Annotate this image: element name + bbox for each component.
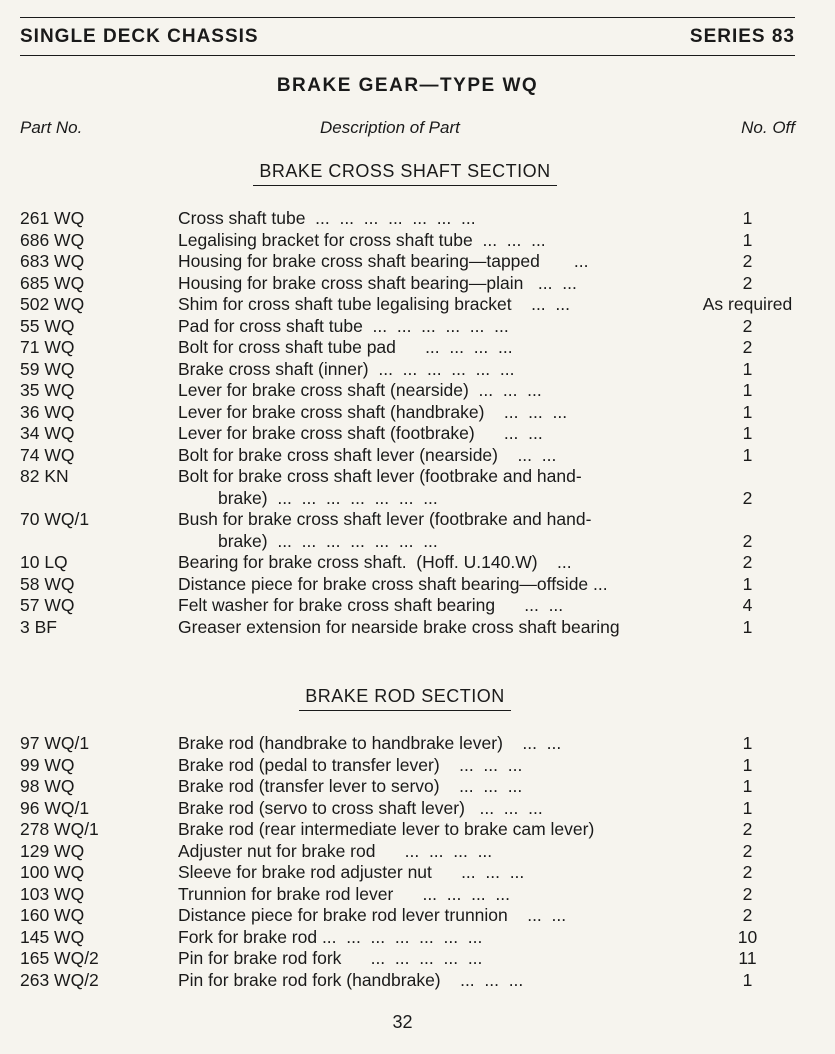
table-row bbox=[0, 733, 835, 755]
table-row bbox=[0, 359, 835, 381]
part-description: Greaser extension for nearside brake cross shaft bearing bbox=[178, 616, 620, 637]
table-row bbox=[0, 841, 835, 863]
part-description: Adjuster nut for brake rod ... ... ... ... bbox=[178, 840, 493, 861]
quantity: As required bbox=[702, 294, 793, 314]
part-description: Pin for brake rod fork ... ... ... ... ... bbox=[178, 948, 483, 968]
running-header-left: SINGLE DECK CHASSIS bbox=[20, 26, 259, 47]
table-row bbox=[0, 337, 835, 359]
part-description: Bearing for brake cross shaft. (Hoff. U.140.W) ... bbox=[178, 552, 572, 572]
part-description: Brake rod (transfer lever to servo) ... ... ... bbox=[178, 776, 523, 796]
part-description: Bush for brake cross shaft lever (footbrake and hand- bbox=[178, 509, 592, 529]
table-row bbox=[0, 617, 835, 639]
quantity: 1 bbox=[742, 358, 753, 379]
part-description: Trunnion for brake rod lever ... ... ... ... bbox=[178, 883, 510, 904]
table-row bbox=[0, 509, 835, 552]
parts-list-brake-rod bbox=[0, 733, 835, 991]
table-row bbox=[0, 884, 835, 906]
table-row bbox=[0, 948, 835, 970]
table-row bbox=[0, 380, 835, 402]
part-description: Brake rod (handbrake to handbrake lever) ... ... bbox=[178, 733, 562, 753]
parts-list-cross-shaft bbox=[0, 208, 835, 638]
quantity: 1 bbox=[742, 754, 753, 775]
quantity: 1 bbox=[742, 573, 753, 594]
part-number: 3 BF bbox=[20, 616, 57, 637]
part-number: 261 WQ bbox=[20, 208, 85, 228]
column-header-description: Description of Part bbox=[320, 118, 460, 137]
table-row bbox=[0, 970, 835, 992]
quantity: 10 bbox=[737, 926, 758, 947]
quantity: 2 bbox=[742, 862, 753, 882]
quantity: 2 bbox=[742, 272, 753, 293]
part-description: Bolt for brake cross shaft lever (footbrake and hand- bbox=[178, 466, 582, 486]
column-header-part-no: Part No. bbox=[20, 118, 83, 137]
quantity: 1 bbox=[742, 401, 753, 422]
part-number: 34 WQ bbox=[20, 423, 75, 443]
part-description: Shim for cross shaft tube legalising bracket ... ... bbox=[178, 294, 570, 314]
part-description: Cross shaft tube ... ... ... ... ... ... ... bbox=[178, 208, 476, 228]
table-row bbox=[0, 776, 835, 798]
section-title-brake-rod bbox=[0, 686, 810, 707]
part-description: Lever for brake cross shaft (footbrake) ... ... bbox=[178, 423, 543, 443]
part-number: 59 WQ bbox=[20, 358, 75, 379]
part-description-continued: brake) ... ... ... ... ... ... ... bbox=[218, 487, 438, 508]
part-description: Bolt for cross shaft tube pad ... ... ... ... bbox=[178, 337, 513, 357]
table-row bbox=[0, 574, 835, 596]
quantity: 11 bbox=[738, 948, 757, 968]
part-description: Lever for brake cross shaft (handbrake) ... ... ... bbox=[178, 401, 568, 422]
table-row bbox=[0, 819, 835, 841]
table-row bbox=[0, 595, 835, 617]
part-number: 502 WQ bbox=[20, 294, 85, 314]
part-number: 145 WQ bbox=[20, 926, 85, 947]
quantity: 1 bbox=[742, 616, 753, 637]
part-description: Pad for cross shaft tube ... ... ... ... ... ... bbox=[178, 315, 509, 336]
quantity: 1 bbox=[742, 444, 753, 465]
quantity: 4 bbox=[742, 595, 753, 615]
part-number: 165 WQ/2 bbox=[20, 948, 99, 968]
quantity: 1 bbox=[742, 380, 753, 400]
table-row bbox=[0, 294, 835, 316]
table-row bbox=[0, 208, 835, 230]
table-row bbox=[0, 402, 835, 424]
part-number: 71 WQ bbox=[20, 337, 75, 357]
table-row bbox=[0, 251, 835, 273]
part-description: Felt washer for brake cross shaft bearing ... ... bbox=[178, 595, 564, 615]
quantity: 1 bbox=[742, 208, 753, 228]
part-description: Distance piece for brake cross shaft bearing—offside ... bbox=[178, 573, 608, 594]
quantity: 1 bbox=[742, 229, 753, 250]
part-number: 70 WQ/1 bbox=[20, 509, 90, 529]
table-row bbox=[0, 927, 835, 949]
quantity: 1 bbox=[742, 797, 753, 818]
header-rule bbox=[20, 55, 795, 56]
table-row bbox=[0, 445, 835, 467]
part-number: 100 WQ bbox=[20, 862, 85, 882]
part-number: 278 WQ/1 bbox=[20, 819, 99, 839]
table-row bbox=[0, 230, 835, 252]
part-number: 683 WQ bbox=[20, 251, 85, 271]
part-number: 686 WQ bbox=[20, 229, 85, 250]
part-description: Brake rod (servo to cross shaft lever) ... ... ... bbox=[178, 797, 543, 818]
part-number: 99 WQ bbox=[20, 754, 75, 775]
running-header-right: SERIES 83 bbox=[689, 26, 795, 47]
part-description: Fork for brake rod ... ... ... ... ... ... ... bbox=[178, 926, 483, 947]
section-title-cross-shaft bbox=[0, 161, 810, 182]
quantity: 2 bbox=[742, 315, 753, 336]
quantity: 2 bbox=[742, 883, 753, 904]
table-row bbox=[0, 316, 835, 338]
part-number: 35 WQ bbox=[20, 380, 75, 400]
part-number: 263 WQ/2 bbox=[20, 969, 99, 990]
table-row bbox=[0, 862, 835, 884]
part-number: 97 WQ/1 bbox=[20, 733, 90, 753]
quantity: 2 bbox=[742, 819, 753, 839]
part-number: 96 WQ/1 bbox=[20, 797, 90, 818]
part-number: 36 WQ bbox=[20, 401, 75, 422]
table-row bbox=[0, 755, 835, 777]
part-description: Brake rod (pedal to transfer lever) ... ... ... bbox=[178, 754, 523, 775]
quantity: 1 bbox=[742, 776, 753, 796]
table-row bbox=[0, 552, 835, 574]
part-description: Lever for brake cross shaft (nearside) ... ... ... bbox=[178, 380, 542, 400]
table-row bbox=[0, 905, 835, 927]
part-number: 103 WQ bbox=[20, 883, 85, 904]
quantity: 2 bbox=[742, 251, 753, 271]
quantity: 1 bbox=[742, 969, 753, 990]
table-row bbox=[0, 423, 835, 445]
quantity: 1 bbox=[742, 733, 753, 753]
quantity: 2 bbox=[742, 487, 753, 508]
page-number: 32 bbox=[392, 1012, 413, 1032]
quantity: 2 bbox=[742, 840, 753, 861]
part-description: Sleeve for brake rod adjuster nut ... ... ... bbox=[178, 862, 525, 882]
page-title: BRAKE GEAR—TYPE WQ bbox=[276, 75, 539, 96]
part-description: Brake rod (rear intermediate lever to brake cam lever) bbox=[178, 819, 595, 839]
part-number: 74 WQ bbox=[20, 444, 75, 465]
table-row bbox=[0, 273, 835, 295]
part-description: Distance piece for brake rod lever trunnion ... ... bbox=[178, 905, 567, 925]
part-number: 57 WQ bbox=[20, 595, 75, 615]
part-number: 685 WQ bbox=[20, 272, 85, 293]
section-title-text: BRAKE CROSS SHAFT SECTION bbox=[253, 161, 556, 186]
part-number: 160 WQ bbox=[20, 905, 85, 925]
section-title-text: BRAKE ROD SECTION bbox=[299, 686, 511, 711]
table-row bbox=[0, 798, 835, 820]
quantity: 2 bbox=[742, 337, 753, 357]
quantity: 1 bbox=[742, 423, 753, 443]
quantity: 2 bbox=[742, 530, 753, 551]
part-number: 82 KN bbox=[20, 466, 69, 486]
part-number: 58 WQ bbox=[20, 573, 75, 594]
part-description: Housing for brake cross shaft bearing—plain ... ... bbox=[178, 272, 577, 293]
top-rule bbox=[20, 17, 795, 18]
part-number: 98 WQ bbox=[20, 776, 75, 796]
part-description: Legalising bracket for cross shaft tube ... ... ... bbox=[178, 229, 546, 250]
part-description-continued: brake) ... ... ... ... ... ... ... bbox=[218, 530, 438, 551]
part-description: Pin for brake rod fork (handbrake) ... ... ... bbox=[178, 969, 524, 990]
part-number: 10 LQ bbox=[20, 552, 68, 572]
part-number: 129 WQ bbox=[20, 840, 85, 861]
part-description: Brake cross shaft (inner) ... ... ... ... ... ... bbox=[178, 358, 515, 379]
column-header-no-off: No. Off bbox=[741, 118, 795, 137]
part-description: Housing for brake cross shaft bearing—tapped ... bbox=[178, 251, 589, 271]
quantity: 2 bbox=[742, 905, 753, 925]
part-number: 55 WQ bbox=[20, 315, 75, 336]
quantity: 2 bbox=[742, 552, 753, 572]
table-row bbox=[0, 466, 835, 509]
part-description: Bolt for brake cross shaft lever (nearside) ... ... bbox=[178, 444, 557, 465]
